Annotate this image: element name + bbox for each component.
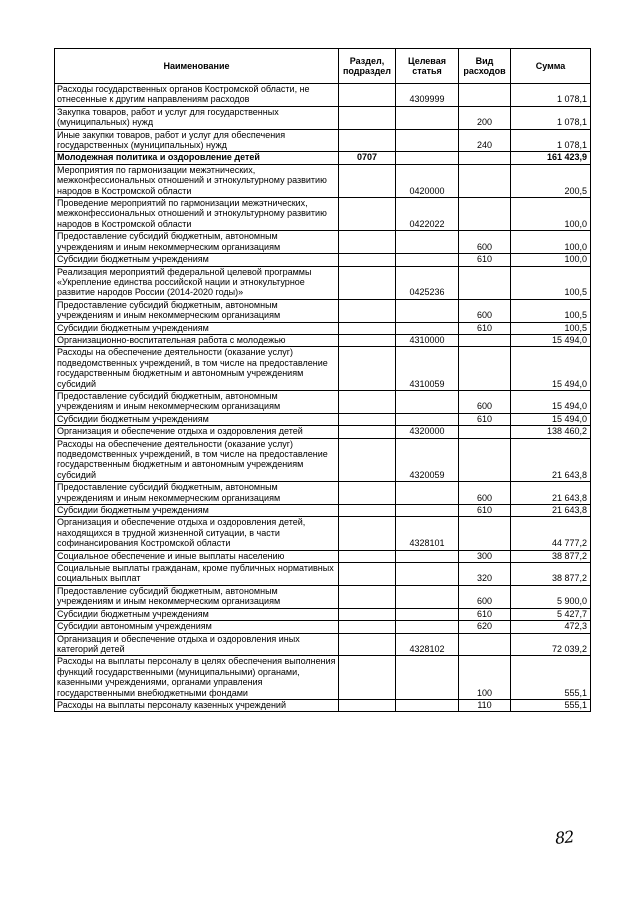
table-row [55, 231, 591, 254]
cell-target [396, 656, 459, 700]
cell-sum: 1 078,1 [511, 129, 591, 152]
cell-section [339, 334, 396, 346]
cell-sum: 38 877,2 [511, 550, 591, 562]
cell-kind [459, 198, 511, 231]
cell-kind: 610 [459, 505, 511, 517]
cell-kind: 600 [459, 390, 511, 413]
cell-sum: 555,1 [511, 656, 591, 700]
cell-section [339, 550, 396, 562]
cell-kind: 600 [459, 231, 511, 254]
cell-section [339, 347, 396, 391]
table-row [55, 254, 591, 266]
table-row [55, 608, 591, 620]
table-row [55, 129, 591, 152]
cell-section [339, 482, 396, 505]
cell-kind [459, 517, 511, 550]
cell-name: Субсидии бюджетным учреждениям [55, 413, 339, 425]
cell-target [396, 390, 459, 413]
cell-section [339, 517, 396, 550]
cell-name: Закупка товаров, работ и услуг для государственных (муниципальных) нужд [55, 106, 339, 129]
cell-kind: 100 [459, 656, 511, 700]
cell-name: Предоставление субсидий бюджетным, автономным учреждениям и иным некоммерческим организациям [55, 231, 339, 254]
cell-target [396, 322, 459, 334]
cell-section [339, 322, 396, 334]
cell-target [396, 254, 459, 266]
cell-sum: 5 900,0 [511, 585, 591, 608]
cell-kind: 610 [459, 413, 511, 425]
cell-target: 4309999 [396, 84, 459, 107]
cell-name: Мероприятия по гармонизации межэтнических, межконфессиональных отношений и этнокультурному развитию народов в Костромской области [55, 164, 339, 197]
cell-sum: 15 494,0 [511, 390, 591, 413]
table-row [55, 390, 591, 413]
cell-sum: 21 643,8 [511, 438, 591, 482]
table-row [55, 563, 591, 586]
table-row [55, 413, 591, 425]
cell-name: Иные закупки товаров, работ и услуг для обеспечения государственных (муниципальных) нужд [55, 129, 339, 152]
cell-sum: 472,3 [511, 621, 591, 633]
cell-kind: 610 [459, 254, 511, 266]
cell-name: Расходы на обеспечение деятельности (оказание услуг) подведомственных учреждений, в том числе на предоставление государственным бюджетным и автономным учреждениям субсидий [55, 347, 339, 391]
cell-sum: 21 643,8 [511, 482, 591, 505]
cell-sum: 1 078,1 [511, 84, 591, 107]
cell-sum: 15 494,0 [511, 413, 591, 425]
cell-section [339, 633, 396, 656]
cell-kind [459, 633, 511, 656]
table-row [55, 633, 591, 656]
cell-sum: 138 460,2 [511, 426, 591, 438]
cell-sum: 15 494,0 [511, 334, 591, 346]
table-row [55, 517, 591, 550]
cell-target: 4328102 [396, 633, 459, 656]
cell-section [339, 413, 396, 425]
cell-kind: 320 [459, 563, 511, 586]
cell-target: 4328101 [396, 517, 459, 550]
cell-kind [459, 266, 511, 299]
cell-section: 0707 [339, 152, 396, 164]
cell-target [396, 299, 459, 322]
cell-name: Субсидии бюджетным учреждениям [55, 254, 339, 266]
cell-sum: 38 877,2 [511, 563, 591, 586]
cell-section [339, 84, 396, 107]
cell-section [339, 505, 396, 517]
cell-kind: 240 [459, 129, 511, 152]
cell-sum: 100,0 [511, 231, 591, 254]
cell-kind [459, 426, 511, 438]
cell-section [339, 390, 396, 413]
cell-target: 4320059 [396, 438, 459, 482]
cell-target: 0425236 [396, 266, 459, 299]
table-row [55, 426, 591, 438]
table-row [55, 621, 591, 633]
cell-section [339, 254, 396, 266]
cell-name: Организационно-воспитательная работа с молодежью [55, 334, 339, 346]
cell-name: Расходы на обеспечение деятельности (оказание услуг) подведомственных учреждений, в том числе на предоставление государственным бюджетным и автономным учреждениям субсидий [55, 438, 339, 482]
header-sum: Сумма [511, 49, 591, 84]
cell-name: Расходы на выплаты персоналу в целях обеспечения выполнения функций государственными (муниципальными) органами, казенными учреждениями, органами управления государственными внебюджетными фондами [55, 656, 339, 700]
table-row [55, 482, 591, 505]
cell-target [396, 152, 459, 164]
table-row [55, 198, 591, 231]
cell-target: 4310059 [396, 347, 459, 391]
cell-name: Предоставление субсидий бюджетным, автономным учреждениям и иным некоммерческим организациям [55, 585, 339, 608]
table-row [55, 505, 591, 517]
cell-section [339, 438, 396, 482]
cell-sum: 72 039,2 [511, 633, 591, 656]
cell-sum: 555,1 [511, 699, 591, 711]
cell-sum: 100,5 [511, 299, 591, 322]
cell-target [396, 621, 459, 633]
cell-target: 0422022 [396, 198, 459, 231]
cell-kind [459, 438, 511, 482]
table-body [55, 84, 591, 712]
table-row [55, 152, 591, 164]
cell-section [339, 164, 396, 197]
table-row [55, 699, 591, 711]
cell-sum: 100,5 [511, 322, 591, 334]
cell-target [396, 106, 459, 129]
cell-kind: 620 [459, 621, 511, 633]
cell-target [396, 505, 459, 517]
cell-section [339, 621, 396, 633]
cell-section [339, 266, 396, 299]
table-row [55, 585, 591, 608]
cell-target [396, 482, 459, 505]
cell-name: Социальные выплаты гражданам, кроме публичных нормативных социальных выплат [55, 563, 339, 586]
table-row [55, 322, 591, 334]
cell-target [396, 563, 459, 586]
cell-sum: 100,5 [511, 266, 591, 299]
cell-section [339, 608, 396, 620]
cell-name: Реализация мероприятий федеральной целевой программы «Укрепление единства российской нации и этнокультурное развитие народов России (2014-2020 годы)» [55, 266, 339, 299]
cell-kind [459, 84, 511, 107]
cell-name: Субсидии автономным учреждениям [55, 621, 339, 633]
cell-name: Организация и обеспечение отдыха и оздоровления детей [55, 426, 339, 438]
cell-kind: 300 [459, 550, 511, 562]
cell-section [339, 299, 396, 322]
cell-sum: 44 777,2 [511, 517, 591, 550]
cell-kind: 610 [459, 322, 511, 334]
cell-section [339, 699, 396, 711]
cell-sum: 5 427,7 [511, 608, 591, 620]
table-row [55, 164, 591, 197]
cell-section [339, 106, 396, 129]
table-row [55, 334, 591, 346]
cell-kind: 110 [459, 699, 511, 711]
cell-name: Молодежная политика и оздоровление детей [55, 152, 339, 164]
cell-name: Социальное обеспечение и иные выплаты населению [55, 550, 339, 562]
cell-section [339, 129, 396, 152]
handwritten-page-number: 82 [554, 827, 575, 848]
cell-section [339, 231, 396, 254]
cell-name: Субсидии бюджетным учреждениям [55, 505, 339, 517]
cell-sum: 15 494,0 [511, 347, 591, 391]
table-row [55, 438, 591, 482]
cell-sum: 100,0 [511, 254, 591, 266]
cell-name: Субсидии бюджетным учреждениям [55, 322, 339, 334]
cell-name: Предоставление субсидий бюджетным, автономным учреждениям и иным некоммерческим организациям [55, 390, 339, 413]
cell-name: Организация и обеспечение отдыха и оздоровления иных категорий детей [55, 633, 339, 656]
cell-sum: 200,5 [511, 164, 591, 197]
cell-name: Расходы государственных органов Костромской области, не отнесенные к другим направлениям расходов [55, 84, 339, 107]
cell-target [396, 699, 459, 711]
cell-target: 4310000 [396, 334, 459, 346]
cell-kind [459, 152, 511, 164]
cell-kind [459, 164, 511, 197]
budget-table [54, 48, 591, 712]
cell-target [396, 585, 459, 608]
cell-section [339, 426, 396, 438]
cell-sum: 100,0 [511, 198, 591, 231]
table-row [55, 656, 591, 700]
table-row [55, 550, 591, 562]
cell-target [396, 231, 459, 254]
cell-target [396, 129, 459, 152]
header-section: Раздел, подраздел [339, 49, 396, 84]
cell-kind [459, 334, 511, 346]
cell-section [339, 656, 396, 700]
table-row [55, 266, 591, 299]
cell-target [396, 413, 459, 425]
cell-target [396, 608, 459, 620]
header-kind: Вид расходов [459, 49, 511, 84]
table-row [55, 84, 591, 107]
cell-target: 0420000 [396, 164, 459, 197]
cell-section [339, 563, 396, 586]
table-row [55, 299, 591, 322]
table-row [55, 347, 591, 391]
table-row [55, 106, 591, 129]
cell-name: Субсидии бюджетным учреждениям [55, 608, 339, 620]
cell-sum: 1 078,1 [511, 106, 591, 129]
cell-name: Предоставление субсидий бюджетным, автономным учреждениям и иным некоммерческим организациям [55, 299, 339, 322]
cell-section [339, 198, 396, 231]
cell-target: 4320000 [396, 426, 459, 438]
cell-name: Проведение мероприятий по гармонизации межэтнических, межконфессиональных отношений и этнокультурному развитию народов в Костромской области [55, 198, 339, 231]
cell-sum: 21 643,8 [511, 505, 591, 517]
cell-section [339, 585, 396, 608]
cell-kind: 600 [459, 299, 511, 322]
cell-name: Предоставление субсидий бюджетным, автономным учреждениям и иным некоммерческим организациям [55, 482, 339, 505]
cell-kind: 610 [459, 608, 511, 620]
cell-sum: 161 423,9 [511, 152, 591, 164]
header-name: Наименование [55, 49, 339, 84]
cell-kind [459, 347, 511, 391]
cell-kind: 600 [459, 585, 511, 608]
cell-name: Организация и обеспечение отдыха и оздоровления детей, находящихся в трудной жизненной ситуации, в части софинансирования Костромской области [55, 517, 339, 550]
budget-table-page [54, 48, 590, 712]
cell-kind: 200 [459, 106, 511, 129]
table-header-row [55, 49, 591, 84]
cell-kind: 600 [459, 482, 511, 505]
cell-target [396, 550, 459, 562]
header-target: Целевая статья [396, 49, 459, 84]
cell-name: Расходы на выплаты персоналу казенных учреждений [55, 699, 339, 711]
